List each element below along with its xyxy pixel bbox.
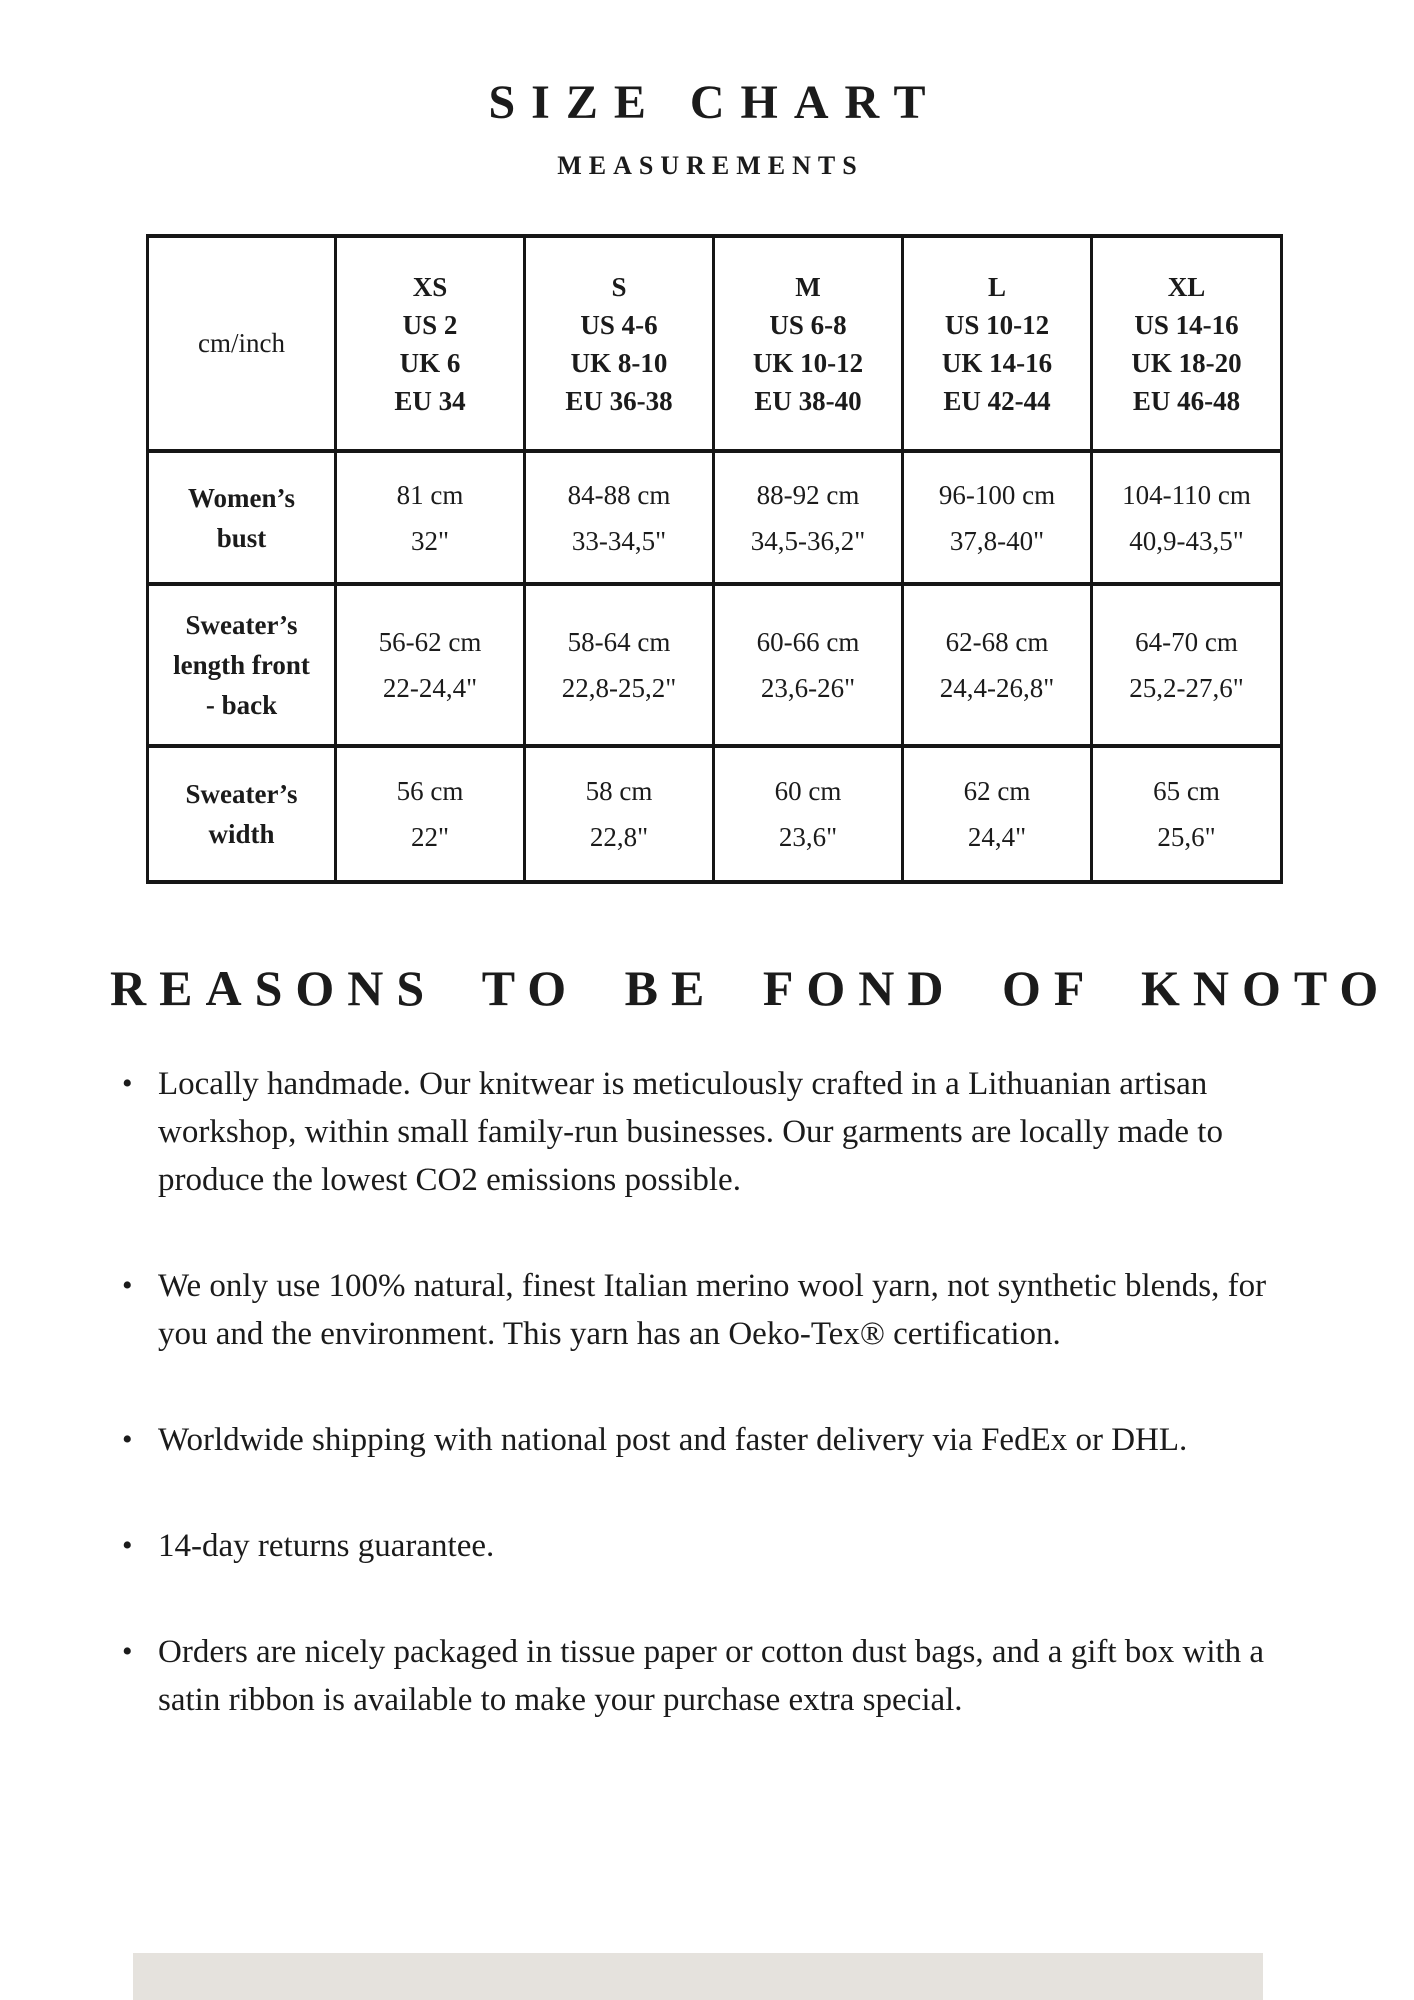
measurement-cell: 84-88 cm 33-34,5": [525, 451, 714, 584]
measurement-cell: 56-62 cm 22-24,4": [336, 584, 525, 746]
reasons-section: [0, 962, 1414, 1724]
unit-label-cell: cm/inch: [148, 236, 336, 451]
reason-bullet: • Orders are nicely packaged in tissue paper or cotton dust bags, and a gift box with a satin ribbon is available to make your purchase extra special.: [158, 1628, 1323, 1724]
measurement-cell: 56 cm 22": [336, 746, 525, 882]
size-column-header-l: L US 10-12 UK 14-16 EU 42-44: [903, 236, 1092, 451]
reason-bullet: • 14-day returns guarantee.: [158, 1522, 1323, 1570]
measurement-cell: 62-68 cm 24,4-26,8": [903, 584, 1092, 746]
footer-decorative-bar: [133, 1953, 1263, 2000]
measurement-cell: 64-70 cm 25,2-27,6": [1092, 584, 1282, 746]
measurement-cell: 58-64 cm 22,8-25,2": [525, 584, 714, 746]
row-label: Sweater’s length front - back: [148, 584, 336, 746]
size-chart-table: [146, 234, 1283, 884]
size-column-header-m: M US 6-8 UK 10-12 EU 38-40: [714, 236, 903, 451]
measurement-cell: 104-110 cm 40,9-43,5": [1092, 451, 1282, 584]
measurement-row: [148, 451, 1282, 584]
measurement-cell: 60 cm 23,6": [714, 746, 903, 882]
measurement-cell: 65 cm 25,6": [1092, 746, 1282, 882]
reason-bullet: • We only use 100% natural, finest Italian merino wool yarn, not synthetic blends, for you and the environment. This yarn has an Oeko-Tex® certification.: [158, 1262, 1323, 1358]
reasons-heading: REASONS TO BE FOND OF KNOTO: [110, 960, 1392, 1016]
measurement-cell: 58 cm 22,8": [525, 746, 714, 882]
measurement-row: [148, 746, 1282, 882]
row-label: Women’s bust: [148, 451, 336, 584]
reason-bullet: • Locally handmade. Our knitwear is meticulously crafted in a Lithuanian artisan workshop, within small family-run businesses. Our garments are locally made to produce the lowest CO2 emissions possible.: [158, 1060, 1323, 1204]
reasons-list: [0, 1060, 1414, 1724]
reason-bullet: • Worldwide shipping with national post and faster delivery via FedEx or DHL.: [158, 1416, 1323, 1464]
measurement-row: [148, 584, 1282, 746]
row-label: Sweater’s width: [148, 746, 336, 882]
measurement-cell: 96-100 cm 37,8-40": [903, 451, 1092, 584]
measurement-cell: 88-92 cm 34,5-36,2": [714, 451, 903, 584]
page-subtitle: MEASUREMENTS: [557, 151, 864, 180]
measurement-cell: 60-66 cm 23,6-26": [714, 584, 903, 746]
measurement-cell: 81 cm 32": [336, 451, 525, 584]
page-title: SIZE CHART: [488, 76, 942, 129]
size-column-header-xs: XS US 2 UK 6 EU 34: [336, 236, 525, 451]
size-header-row: [148, 236, 1282, 451]
measurement-cell: 62 cm 24,4": [903, 746, 1092, 882]
size-column-header-xl: XL US 14-16 UK 18-20 EU 46-48: [1092, 236, 1282, 451]
size-column-header-s: S US 4-6 UK 8-10 EU 36-38: [525, 236, 714, 451]
